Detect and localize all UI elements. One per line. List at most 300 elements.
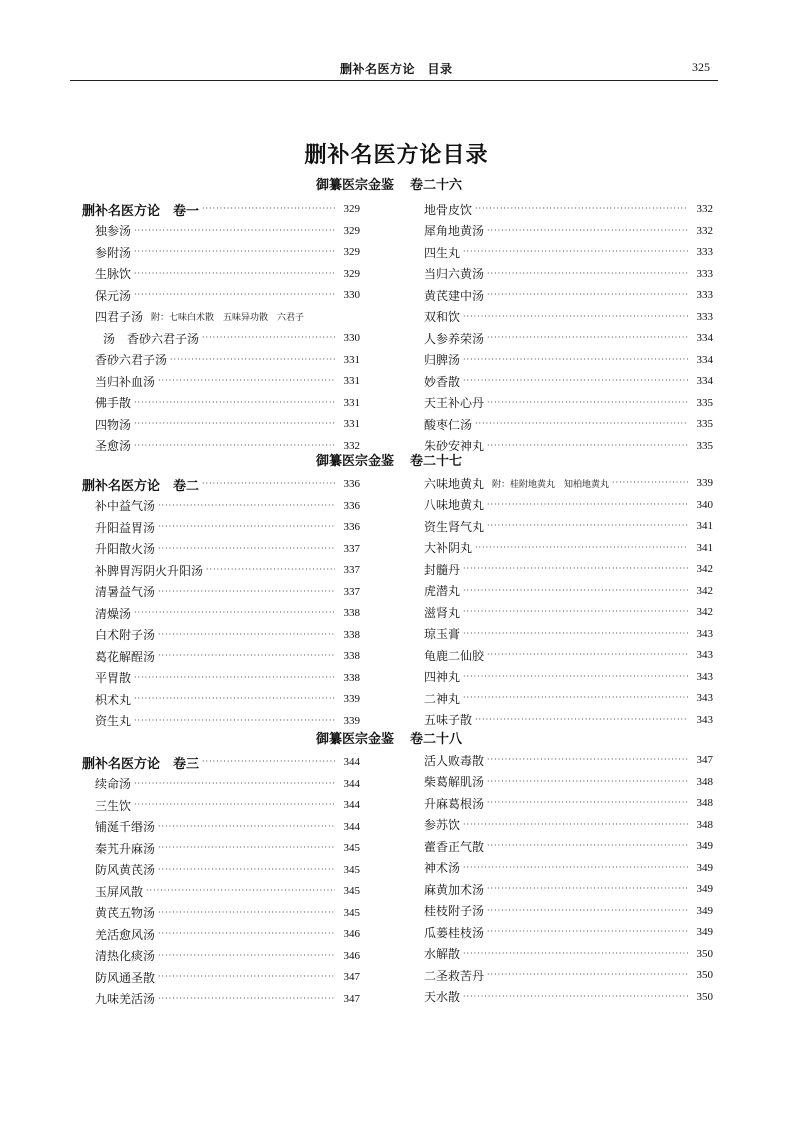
page-number: 349 <box>696 861 713 874</box>
volume-title: 删补名医方论 卷三 <box>82 756 200 772</box>
dot-leader <box>463 624 688 644</box>
header-page-number: 325 <box>692 60 710 74</box>
toc-entry <box>95 817 360 837</box>
toc-entry <box>424 516 713 536</box>
toc-entry <box>95 539 360 559</box>
entry-title: 黄芪五物汤 <box>95 906 156 920</box>
page-number: 334 <box>696 375 713 387</box>
entry-title: 清暑益气汤 <box>95 585 156 599</box>
section-title: 御纂医宗金鉴 <box>316 178 395 193</box>
toc-entry <box>95 307 360 327</box>
entry-title: 犀角地黄汤 <box>424 224 485 238</box>
toc-entry <box>424 815 713 835</box>
dot-leader <box>158 967 335 987</box>
entry-title: 参附汤 <box>95 245 132 260</box>
dot-leader <box>475 414 688 434</box>
toc-entry <box>424 944 713 964</box>
entry-title: 四神丸 <box>424 670 461 684</box>
toc-entry <box>424 436 713 456</box>
dot-leader <box>158 496 335 516</box>
dot-leader <box>158 625 335 645</box>
page-number: 342 <box>696 606 713 618</box>
dot-leader <box>463 987 688 1007</box>
dot-leader <box>158 838 335 858</box>
dot-leader <box>463 371 688 391</box>
toc-entry <box>424 581 713 601</box>
entry-title: 四物汤 <box>95 417 132 432</box>
page-title: 删补名医方论目录 <box>304 143 489 168</box>
toc-entry <box>424 393 713 413</box>
section-heading <box>316 450 462 469</box>
toc-entry <box>95 625 360 645</box>
page-number: 344 <box>343 777 360 790</box>
page-number: 333 <box>696 310 713 323</box>
entry-title: 人参养荣汤 <box>424 331 485 346</box>
toc-entry <box>95 881 360 901</box>
toc-entry <box>424 793 713 813</box>
page-number: 334 <box>696 332 713 344</box>
entry-title: 生脉饮 <box>95 267 132 281</box>
entry-title: 朱砂安神丸 <box>424 439 485 453</box>
page-number: 331 <box>343 418 360 430</box>
entry-title: 四生丸 <box>424 245 461 260</box>
dot-leader <box>202 328 335 348</box>
page-number: 333 <box>696 246 713 258</box>
entry-note: 附：七味白术散 五味异功散 六君子 <box>151 313 305 323</box>
entry-title: 三生饮 <box>95 798 132 813</box>
dot-leader <box>463 242 688 262</box>
entry-title: 白术附子汤 <box>95 628 156 642</box>
page-number: 342 <box>696 563 713 575</box>
entry-title: 清燥汤 <box>95 606 132 621</box>
dot-leader <box>487 750 688 770</box>
dot-leader <box>134 603 335 623</box>
toc-entry <box>424 264 713 284</box>
toc-entry <box>424 199 713 219</box>
entry-title: 保元汤 <box>95 288 132 303</box>
page-number: 339 <box>343 693 360 705</box>
toc-entry <box>95 371 360 391</box>
dot-leader <box>202 474 335 494</box>
toc-entry <box>95 924 360 944</box>
dot-leader <box>158 903 335 923</box>
toc-entry <box>95 967 360 987</box>
entry-title: 天水散 <box>424 990 461 1004</box>
entry-title: 汤 香砂六君子汤 <box>103 331 200 346</box>
entry-title: 封髓丹 <box>424 562 461 577</box>
page-number: 349 <box>696 926 713 938</box>
toc-entry <box>95 350 360 370</box>
dot-leader <box>134 414 335 434</box>
dot-leader <box>202 752 335 772</box>
toc-entry <box>95 903 360 923</box>
toc-entry <box>95 689 360 709</box>
entry-title: 防风通圣散 <box>95 970 156 985</box>
dot-leader <box>158 371 335 391</box>
dot-leader <box>463 350 688 370</box>
toc-entry <box>95 221 360 241</box>
entry-title: 铺涎千缗汤 <box>95 820 156 834</box>
dot-leader <box>158 539 335 559</box>
toc-entry <box>424 710 713 730</box>
dot-leader <box>487 221 688 241</box>
page-number: 333 <box>696 267 713 280</box>
entry-title: 六味地黄丸 <box>424 476 485 491</box>
dot-leader <box>487 793 688 813</box>
page-number: 338 <box>343 671 360 684</box>
page-number: 332 <box>696 224 713 237</box>
page-number: 348 <box>696 775 713 788</box>
entry-title: 天王补心丹 <box>424 396 485 410</box>
volume-heading <box>82 199 360 219</box>
page-number: 339 <box>696 477 713 489</box>
entry-title: 龟鹿二仙胶 <box>424 648 485 663</box>
dot-leader <box>463 559 688 579</box>
toc-entry <box>95 774 360 794</box>
entry-title: 活人败毒散 <box>424 753 485 768</box>
dot-leader <box>158 946 335 966</box>
entry-title: 瓜蒌桂枝汤 <box>424 925 485 940</box>
dot-leader <box>158 582 335 602</box>
dot-leader <box>463 944 688 964</box>
entry-title: 续命汤 <box>95 777 132 791</box>
section-heading <box>316 174 462 193</box>
dot-leader <box>134 711 335 731</box>
entry-title: 大补阴丸 <box>424 541 473 555</box>
entry-title: 羌活愈风汤 <box>95 927 156 942</box>
page-number: 329 <box>343 267 360 280</box>
page-number: 349 <box>696 840 713 852</box>
page-number: 336 <box>343 521 360 533</box>
toc-entry <box>95 946 360 966</box>
dot-leader <box>487 436 688 456</box>
dot-leader <box>487 772 688 792</box>
section-heading <box>316 728 462 747</box>
section-volume: 卷二十八 <box>410 732 463 747</box>
dot-leader <box>134 795 335 815</box>
page-number: 337 <box>343 585 360 598</box>
toc-entry <box>424 667 713 687</box>
header-title: 删补名医方论 目录 <box>340 62 453 76</box>
entry-title: 柴葛解肌汤 <box>424 775 485 789</box>
page-number: 332 <box>343 439 360 452</box>
toc-entry <box>424 987 713 1007</box>
toc-entry <box>95 603 360 623</box>
toc-entry <box>95 393 360 413</box>
toc-entry <box>95 496 360 516</box>
entry-title: 四君子汤 <box>95 310 144 324</box>
volume-title: 删补名医方论 卷一 <box>82 203 200 219</box>
dot-leader <box>487 645 688 665</box>
page-number: 350 <box>696 990 713 1003</box>
page-number: 344 <box>343 756 360 768</box>
page-number: 346 <box>343 928 360 940</box>
entry-title: 妙香散 <box>424 374 461 389</box>
toc-entry <box>424 538 713 558</box>
page-number: 337 <box>343 564 360 576</box>
entry-title: 玉屏风散 <box>95 884 144 899</box>
volume-title: 删补名医方论 卷二 <box>82 478 200 494</box>
page-number: 343 <box>696 670 713 683</box>
page-number: 349 <box>696 883 713 895</box>
toc-entry <box>424 559 713 579</box>
page-number: 331 <box>343 396 360 409</box>
dot-leader <box>487 495 688 515</box>
toc-entry <box>424 965 713 985</box>
page-number: 348 <box>696 818 713 831</box>
entry-title: 二圣救苦丹 <box>424 968 485 983</box>
page-number: 348 <box>696 797 713 809</box>
toc-entry <box>103 328 360 348</box>
page-number: 341 <box>696 541 713 554</box>
entry-title: 补中益气汤 <box>95 499 156 513</box>
entry-title: 地骨皮饮 <box>424 202 473 217</box>
entry-title: 藿香正气散 <box>424 839 485 854</box>
toc-entry <box>424 624 713 644</box>
page-number: 329 <box>343 246 360 258</box>
page-number: 346 <box>343 949 360 962</box>
toc-entry <box>424 328 713 348</box>
dot-leader <box>487 393 688 413</box>
dot-leader <box>170 350 335 370</box>
dot-leader <box>475 710 688 730</box>
entry-title: 麻黄加术汤 <box>424 882 485 897</box>
section-title: 御纂医宗金鉴 <box>316 732 395 747</box>
entry-title: 独参汤 <box>95 224 132 238</box>
volume-heading <box>82 752 360 772</box>
page-number: 338 <box>343 628 360 641</box>
page-number: 336 <box>343 478 360 490</box>
header-rule <box>70 80 718 81</box>
dot-leader <box>206 560 335 580</box>
page-number: 329 <box>343 203 360 215</box>
dot-leader <box>475 538 688 558</box>
toc-entry <box>424 414 713 434</box>
entry-title: 桂枝附子汤 <box>424 904 485 918</box>
entry-title: 升阳益胃汤 <box>95 520 156 535</box>
page-number: 349 <box>696 904 713 917</box>
page-number: 345 <box>343 863 360 876</box>
page-number: 334 <box>696 353 713 366</box>
entry-title: 枳术丸 <box>95 692 132 707</box>
toc-entry <box>424 750 713 770</box>
dot-leader <box>463 602 688 622</box>
page-number: 332 <box>696 203 713 215</box>
dot-leader <box>487 516 688 536</box>
dot-leader <box>487 328 688 348</box>
page-number: 335 <box>696 418 713 430</box>
entry-title: 八味地黄丸 <box>424 498 485 512</box>
dot-leader <box>134 774 335 794</box>
page-number: 336 <box>343 499 360 512</box>
page-number: 343 <box>696 713 713 726</box>
page-number: 347 <box>343 992 360 1005</box>
toc-entry <box>424 350 713 370</box>
entry-title: 九味羌活汤 <box>95 992 156 1006</box>
page-number: 345 <box>343 842 360 854</box>
toc-entry <box>95 517 360 537</box>
section-title: 御纂医宗金鉴 <box>316 454 395 469</box>
dot-leader <box>158 924 335 944</box>
dot-leader <box>463 667 688 687</box>
entry-title: 补脾胃泻阴火升阳汤 <box>95 563 204 578</box>
dot-leader <box>463 688 688 708</box>
dot-leader <box>487 901 688 921</box>
entry-title: 琼玉膏 <box>424 627 461 641</box>
entry-title: 清热化痰汤 <box>95 949 156 963</box>
page-number: 350 <box>696 969 713 981</box>
entry-title: 归脾汤 <box>424 353 461 367</box>
entry-note: 附：桂附地黄丸 知柏地黄丸 <box>492 479 610 490</box>
toc-entry <box>424 879 713 899</box>
dot-leader <box>463 307 688 327</box>
page-number: 330 <box>343 289 360 301</box>
page-number: 335 <box>696 396 713 409</box>
entry-title: 神术汤 <box>424 861 461 875</box>
dot-leader <box>134 242 335 262</box>
section-volume: 卷二十六 <box>410 178 463 193</box>
toc-entry <box>95 989 360 1009</box>
entry-title: 参苏饮 <box>424 818 461 832</box>
page-number: 343 <box>696 692 713 704</box>
toc-entry <box>424 285 713 305</box>
page-number: 338 <box>343 607 360 619</box>
toc-entry <box>424 495 713 515</box>
running-header <box>70 58 718 82</box>
entry-title: 当归六黄汤 <box>424 267 485 281</box>
dot-leader <box>134 285 335 305</box>
dot-leader <box>158 989 335 1009</box>
page-number: 329 <box>343 224 360 237</box>
toc-entry <box>95 646 360 666</box>
dot-leader <box>475 199 688 219</box>
volume-heading <box>82 474 360 494</box>
toc-entry <box>424 645 713 665</box>
entry-title: 秦艽升麻汤 <box>95 841 156 856</box>
dot-leader <box>134 668 335 688</box>
toc-entry <box>95 560 360 580</box>
toc-entry <box>95 860 360 880</box>
toc-entry <box>424 473 713 493</box>
toc-entry <box>424 772 713 792</box>
dot-leader <box>146 881 335 901</box>
page-number: 330 <box>343 332 360 344</box>
toc-entry <box>424 901 713 921</box>
page-number: 331 <box>343 353 360 366</box>
page-number: 333 <box>696 289 713 301</box>
section-volume: 卷二十七 <box>410 454 463 469</box>
page-number: 342 <box>696 584 713 597</box>
toc-entry <box>424 602 713 622</box>
page-number: 339 <box>343 714 360 727</box>
page-number: 335 <box>696 439 713 452</box>
entry-title: 圣愈汤 <box>95 439 132 453</box>
entry-title: 二神丸 <box>424 691 461 706</box>
toc-entry <box>95 795 360 815</box>
dot-leader <box>463 858 688 878</box>
page-number: 347 <box>696 754 713 766</box>
entry-title: 酸枣仁汤 <box>424 417 473 432</box>
dot-leader <box>134 393 335 413</box>
dot-leader <box>487 922 688 942</box>
page-number: 343 <box>696 649 713 661</box>
toc-entry <box>424 371 713 391</box>
entry-title: 佛手散 <box>95 396 132 410</box>
entry-title: 五味子散 <box>424 713 473 727</box>
entry-title: 防风黄芪汤 <box>95 863 156 877</box>
dot-leader <box>158 646 335 666</box>
dot-leader <box>487 965 688 985</box>
toc-entry <box>95 242 360 262</box>
toc-entry <box>424 688 713 708</box>
dot-leader <box>463 581 688 601</box>
dot-leader <box>134 221 335 241</box>
toc-entry <box>95 264 360 284</box>
dot-leader <box>134 264 335 284</box>
toc-entry <box>95 838 360 858</box>
page-number: 345 <box>343 906 360 919</box>
toc-entry <box>424 836 713 856</box>
page-number: 350 <box>696 947 713 960</box>
dot-leader <box>487 285 688 305</box>
dot-leader <box>134 436 335 456</box>
entry-title: 资生丸 <box>95 714 132 728</box>
dot-leader <box>134 689 335 709</box>
entry-title: 平胃散 <box>95 671 132 685</box>
dot-leader <box>202 199 335 219</box>
dot-leader <box>487 836 688 856</box>
entry-title: 虎潜丸 <box>424 584 461 598</box>
entry-title: 双和饮 <box>424 310 461 324</box>
dot-leader <box>158 817 335 837</box>
dot-leader <box>487 264 688 284</box>
page-number: 341 <box>696 520 713 532</box>
page-number: 344 <box>343 799 360 811</box>
page-number: 337 <box>343 542 360 555</box>
page-number: 331 <box>343 375 360 387</box>
entry-title: 水解散 <box>424 947 461 961</box>
entry-title: 资生肾气丸 <box>424 519 485 534</box>
dot-leader <box>158 517 335 537</box>
toc-entry <box>424 242 713 262</box>
entry-title: 香砂六君子汤 <box>95 353 168 367</box>
dot-leader <box>158 860 335 880</box>
toc-entry <box>95 414 360 434</box>
dot-leader <box>487 879 688 899</box>
page-number: 340 <box>696 498 713 511</box>
toc-entry <box>424 307 713 327</box>
toc-entry <box>95 668 360 688</box>
toc-entry <box>95 285 360 305</box>
entry-title: 滋肾丸 <box>424 605 461 620</box>
entry-title: 当归补血汤 <box>95 374 156 389</box>
toc-entry <box>95 582 360 602</box>
page-number: 343 <box>696 627 713 640</box>
page-number: 345 <box>343 885 360 897</box>
entry-title: 升阳散火汤 <box>95 542 156 556</box>
toc-entry <box>424 221 713 241</box>
dot-leader <box>612 473 688 493</box>
page-number: 338 <box>343 650 360 662</box>
dot-leader <box>463 815 688 835</box>
page-number: 347 <box>343 971 360 983</box>
entry-title: 黄芪建中汤 <box>424 288 485 303</box>
entry-title: 升麻葛根汤 <box>424 796 485 811</box>
entry-title: 葛花解酲汤 <box>95 649 156 664</box>
page-number: 344 <box>343 820 360 833</box>
toc-entry <box>424 858 713 878</box>
toc-entry <box>424 922 713 942</box>
